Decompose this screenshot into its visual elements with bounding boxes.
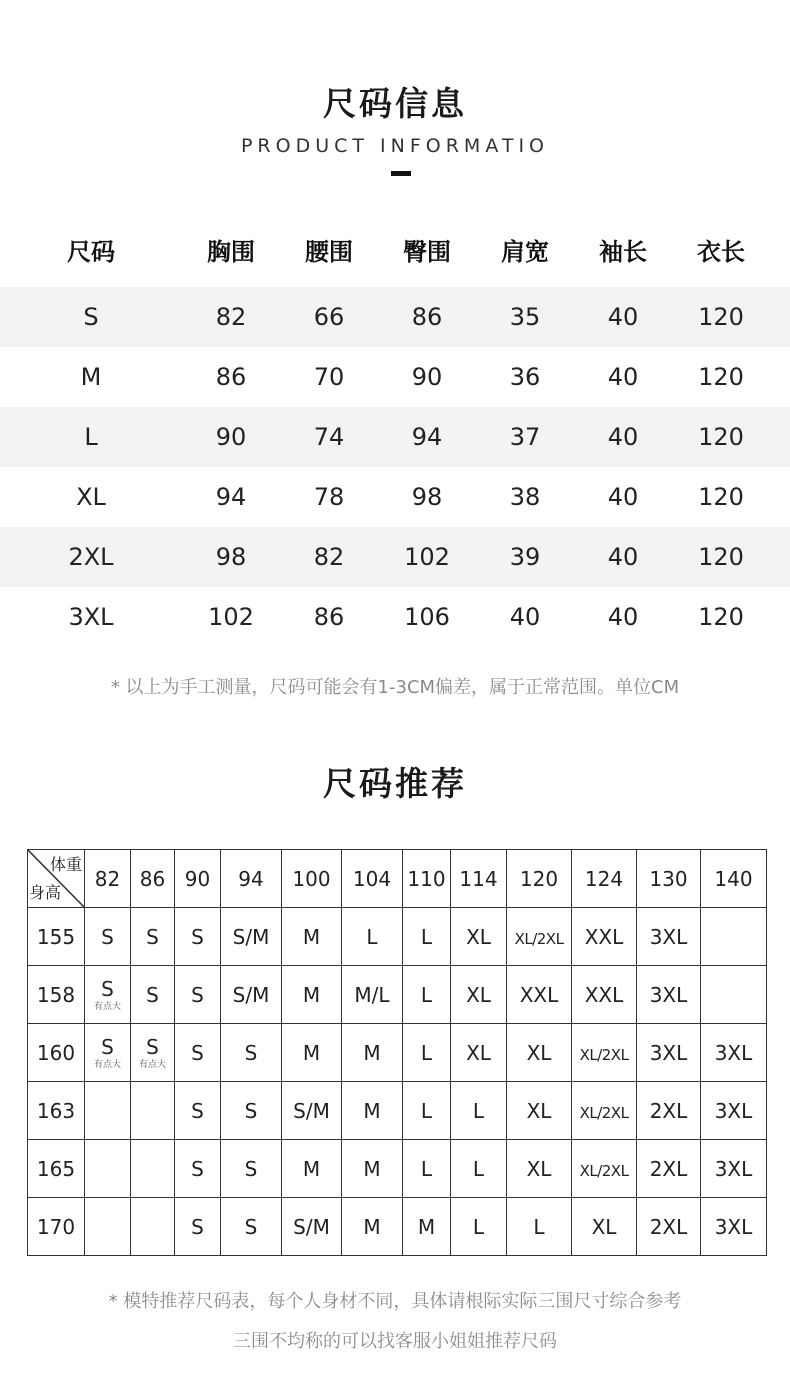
- recommend-cell: [175, 1140, 221, 1198]
- recommend-size: S: [191, 1214, 204, 1239]
- table-row: [0, 347, 790, 407]
- recommend-size: S/M: [232, 982, 270, 1007]
- recommend-size: S: [101, 977, 114, 1001]
- recommend-cell: [221, 1024, 282, 1082]
- recommend-cell: [131, 908, 175, 966]
- recommend-size: 3XL: [649, 1040, 688, 1065]
- size-value: 120: [698, 603, 744, 631]
- recommend-cell: [701, 908, 767, 966]
- recommend-cell: [342, 1082, 403, 1140]
- height-header: 160: [28, 1024, 85, 1082]
- recommend-cell: [637, 1198, 701, 1256]
- recommend-cell: [342, 966, 403, 1024]
- table-row: [0, 527, 790, 587]
- recommend-cell: [403, 908, 451, 966]
- size-value: 40: [607, 543, 639, 571]
- recommend-size: M: [417, 1214, 436, 1239]
- size-value: 35: [509, 303, 541, 331]
- recommend-size: XL/2XL: [514, 929, 564, 948]
- height-header: 165: [28, 1140, 85, 1198]
- size-label: 2XL: [68, 543, 114, 571]
- recommend-cell: [701, 1082, 767, 1140]
- size-label: M: [80, 363, 102, 391]
- recommend-cell: [131, 1082, 175, 1140]
- recommend-cell: [85, 966, 131, 1024]
- recommend-size: L: [472, 1214, 485, 1239]
- size-recommend-table: [27, 849, 767, 1256]
- recommend-cell: [451, 1198, 507, 1256]
- recommend-cell: [85, 1024, 131, 1082]
- corner-cell: [28, 850, 85, 908]
- recommend-size: 3XL: [649, 924, 688, 949]
- weight-label: 体重: [49, 855, 82, 874]
- recommend-note-2: 三围不均称的可以找客服小姐姐推荐尺码: [233, 1331, 557, 1352]
- recommend-size: 3XL: [714, 1214, 753, 1239]
- recommend-cell: [451, 1082, 507, 1140]
- recommend-size: XL: [591, 1214, 617, 1239]
- measurement-note: * 以上为手工测量，尺码可能会有1-3CM偏差，属于正常范围。单位CM: [110, 677, 680, 698]
- recommend-size: S: [101, 1035, 114, 1059]
- recommend-size: L: [420, 1098, 433, 1123]
- recommend-size: L: [420, 924, 433, 949]
- size-label: L: [84, 423, 98, 451]
- size-value: 82: [215, 303, 247, 331]
- height-header: 170: [28, 1198, 85, 1256]
- recommend-size: M: [302, 1156, 321, 1181]
- table-row: [28, 1082, 767, 1140]
- recommend-cell: [221, 1082, 282, 1140]
- size-value: 120: [698, 363, 744, 391]
- size-value: 40: [607, 363, 639, 391]
- size-value: 40: [509, 603, 541, 631]
- recommend-cell: [451, 966, 507, 1024]
- size-value: 102: [208, 603, 254, 631]
- size-info-table: [0, 220, 790, 647]
- table-row: [0, 587, 790, 647]
- size-value: 120: [698, 483, 744, 511]
- size-value: 36: [509, 363, 541, 391]
- recommend-cell: [221, 966, 282, 1024]
- recommend-cell: [507, 1024, 572, 1082]
- recommend-cell: [131, 966, 175, 1024]
- size-column-header: 腰围: [305, 237, 353, 266]
- recommend-size: S: [191, 1156, 204, 1181]
- recommend-size: M: [302, 924, 321, 949]
- recommend-cell: [282, 966, 342, 1024]
- recommend-cell: [403, 966, 451, 1024]
- recommend-cell: [701, 1024, 767, 1082]
- recommend-cell: [342, 908, 403, 966]
- recommend-size: M: [363, 1214, 381, 1239]
- recommend-cell: [131, 1140, 175, 1198]
- recommend-title: 尺码推荐: [323, 764, 467, 803]
- recommend-cell: [403, 1082, 451, 1140]
- recommend-cell: [572, 1140, 637, 1198]
- page-title: 尺码信息: [323, 84, 467, 123]
- recommend-size: L: [472, 1156, 485, 1181]
- recommend-cell: [85, 1198, 131, 1256]
- recommend-cell: [175, 1024, 221, 1082]
- size-value: 39: [509, 543, 541, 571]
- recommend-size: L: [472, 1098, 485, 1123]
- table-row: [0, 467, 790, 527]
- recommend-size: L: [420, 1040, 433, 1065]
- recommend-size: 3XL: [714, 1098, 753, 1123]
- size-value: 120: [698, 423, 744, 451]
- recommend-size: 2XL: [649, 1214, 688, 1239]
- size-value: 98: [215, 543, 247, 571]
- recommend-cell: [451, 908, 507, 966]
- size-value: 38: [509, 483, 541, 511]
- size-column-header: 胸围: [207, 237, 255, 266]
- weight-header: 86: [131, 850, 175, 908]
- recommend-cell: [637, 1140, 701, 1198]
- recommend-size: S/M: [293, 1214, 330, 1239]
- page-subtitle: PRODUCT INFORMATIO: [240, 135, 550, 157]
- recommend-cell: [221, 1140, 282, 1198]
- recommend-size: S: [244, 1098, 258, 1123]
- recommend-cell: [572, 1024, 637, 1082]
- weight-header: 82: [85, 850, 131, 908]
- table-row: [0, 407, 790, 467]
- size-value: 40: [607, 483, 639, 511]
- weight-header: 110: [403, 850, 451, 908]
- recommend-cell: [572, 1198, 637, 1256]
- recommend-size: 2XL: [649, 1156, 688, 1181]
- height-header: 155: [28, 908, 85, 966]
- recommend-size: S: [191, 1040, 204, 1065]
- weight-header: 114: [451, 850, 507, 908]
- table-row: [28, 1198, 767, 1256]
- recommend-cell: [507, 966, 572, 1024]
- fit-note: 有点大: [93, 1002, 121, 1012]
- recommend-size: XL/2XL: [579, 1045, 629, 1064]
- recommend-header-row: [28, 850, 767, 908]
- table-row: [28, 966, 767, 1024]
- recommend-size: 3XL: [714, 1156, 753, 1181]
- recommend-size: L: [420, 1156, 433, 1181]
- recommend-size: M: [363, 1040, 381, 1065]
- recommend-cell: [175, 1198, 221, 1256]
- recommend-size: S: [146, 1035, 159, 1059]
- size-value: 40: [607, 423, 639, 451]
- recommend-size: XL: [466, 982, 491, 1007]
- recommend-cell: [221, 908, 282, 966]
- recommend-size: M/L: [354, 982, 390, 1007]
- recommend-size: S: [191, 924, 204, 949]
- recommend-cell: [451, 1024, 507, 1082]
- recommend-note: * 模特推荐尺码表，每个人身材不同，具体请根际实际三围尺寸综合参考: [108, 1291, 682, 1312]
- recommend-cell: [85, 908, 131, 966]
- recommend-size: 2XL: [649, 1098, 688, 1123]
- size-value: 98: [411, 483, 443, 511]
- height-header: 158: [28, 966, 85, 1024]
- size-value: 94: [411, 423, 443, 451]
- table-row: [28, 908, 767, 966]
- recommend-size: S: [191, 982, 204, 1007]
- recommend-size: XL/2XL: [579, 1103, 629, 1122]
- size-value: 70: [313, 363, 345, 391]
- recommend-size: XXL: [519, 982, 559, 1007]
- size-label: 3XL: [68, 603, 114, 631]
- recommend-size: XL: [466, 1040, 491, 1065]
- recommend-cell: [572, 908, 637, 966]
- recommend-cell: [701, 1140, 767, 1198]
- recommend-cell: [282, 1024, 342, 1082]
- size-value: 102: [404, 543, 450, 571]
- recommend-cell: [451, 1140, 507, 1198]
- recommend-cell: [175, 1082, 221, 1140]
- recommend-cell: [342, 1198, 403, 1256]
- recommend-size: XXL: [584, 982, 624, 1007]
- fit-note: 有点大: [138, 1060, 166, 1070]
- table-row: [28, 1024, 767, 1082]
- size-column-header: 袖长: [599, 237, 647, 266]
- recommend-size: M: [363, 1156, 381, 1181]
- recommend-cell: [175, 966, 221, 1024]
- recommend-size: XL: [526, 1098, 552, 1123]
- size-column-header: 臀围: [403, 237, 451, 266]
- size-label: XL: [76, 483, 106, 511]
- recommend-size: S: [101, 924, 114, 949]
- table-row: [0, 287, 790, 347]
- recommend-cell: [637, 1082, 701, 1140]
- size-value: 37: [509, 423, 541, 451]
- size-value: 106: [404, 603, 450, 631]
- recommend-cell: [572, 1082, 637, 1140]
- table-row: [28, 1140, 767, 1198]
- size-value: 40: [607, 303, 639, 331]
- recommend-size: M: [302, 982, 321, 1007]
- recommend-cell: [403, 1140, 451, 1198]
- recommend-cell: [507, 908, 572, 966]
- recommend-cell: [637, 966, 701, 1024]
- recommend-size: XL: [466, 924, 491, 949]
- recommend-cell: [507, 1198, 572, 1256]
- size-value: 86: [313, 603, 345, 631]
- size-label: S: [83, 303, 99, 331]
- size-value: 78: [313, 483, 345, 511]
- recommend-size: M: [363, 1098, 381, 1123]
- recommend-size: S: [146, 924, 159, 949]
- recommend-cell: [701, 1198, 767, 1256]
- height-header: 163: [28, 1082, 85, 1140]
- weight-header: 104: [342, 850, 403, 908]
- recommend-cell: [701, 966, 767, 1024]
- size-column-header: 尺码: [67, 237, 115, 266]
- recommend-cell: [342, 1024, 403, 1082]
- size-value: 90: [411, 363, 443, 391]
- recommend-cell: [572, 966, 637, 1024]
- recommend-cell: [175, 908, 221, 966]
- recommend-cell: [131, 1024, 175, 1082]
- size-value: 94: [215, 483, 247, 511]
- title-divider: [391, 171, 411, 176]
- size-table-header: [0, 220, 790, 278]
- weight-header: 90: [175, 850, 221, 908]
- recommend-cell: [507, 1140, 572, 1198]
- weight-header: 100: [282, 850, 342, 908]
- recommend-cell: [85, 1082, 131, 1140]
- recommend-size: XL: [526, 1040, 552, 1065]
- recommend-cell: [131, 1198, 175, 1256]
- recommend-size: L: [420, 982, 433, 1007]
- recommend-cell: [403, 1198, 451, 1256]
- weight-header: 140: [701, 850, 767, 908]
- recommend-size: S: [244, 1214, 258, 1239]
- size-column-header: 肩宽: [501, 237, 549, 266]
- size-value: 86: [215, 363, 247, 391]
- recommend-cell: [403, 1024, 451, 1082]
- recommend-size: XXL: [584, 924, 624, 949]
- size-column-header: 衣长: [697, 237, 745, 266]
- recommend-size: L: [366, 924, 378, 949]
- recommend-size: L: [533, 1214, 545, 1239]
- size-value: 40: [607, 603, 639, 631]
- recommend-size: XL: [526, 1156, 552, 1181]
- size-value: 120: [698, 303, 744, 331]
- recommend-cell: [282, 908, 342, 966]
- weight-header: 120: [507, 850, 572, 908]
- recommend-cell: [507, 1082, 572, 1140]
- size-value: 74: [313, 423, 345, 451]
- fit-note: 有点大: [93, 1060, 121, 1070]
- recommend-size: M: [302, 1040, 321, 1065]
- recommend-size: 3XL: [714, 1040, 753, 1065]
- recommend-size: S: [191, 1098, 204, 1123]
- height-label: 身高: [29, 883, 62, 902]
- recommend-cell: [342, 1140, 403, 1198]
- size-value: 82: [313, 543, 345, 571]
- size-value: 66: [313, 303, 345, 331]
- size-value: 120: [698, 543, 744, 571]
- weight-header: 124: [572, 850, 637, 908]
- recommend-size: S: [146, 982, 159, 1007]
- weight-header: 94: [221, 850, 282, 908]
- recommend-cell: [637, 908, 701, 966]
- size-value: 86: [411, 303, 443, 331]
- recommend-cell: [637, 1024, 701, 1082]
- recommend-cell: [221, 1198, 282, 1256]
- recommend-size: S: [244, 1040, 258, 1065]
- recommend-size: XL/2XL: [579, 1161, 629, 1180]
- size-value: 90: [215, 423, 247, 451]
- recommend-size: S/M: [232, 924, 270, 949]
- recommend-size: S/M: [293, 1098, 330, 1123]
- recommend-size: 3XL: [649, 982, 688, 1007]
- recommend-size: S: [244, 1156, 258, 1181]
- recommend-cell: [85, 1140, 131, 1198]
- recommend-cell: [282, 1082, 342, 1140]
- recommend-cell: [282, 1140, 342, 1198]
- weight-header: 130: [637, 850, 701, 908]
- recommend-cell: [282, 1198, 342, 1256]
